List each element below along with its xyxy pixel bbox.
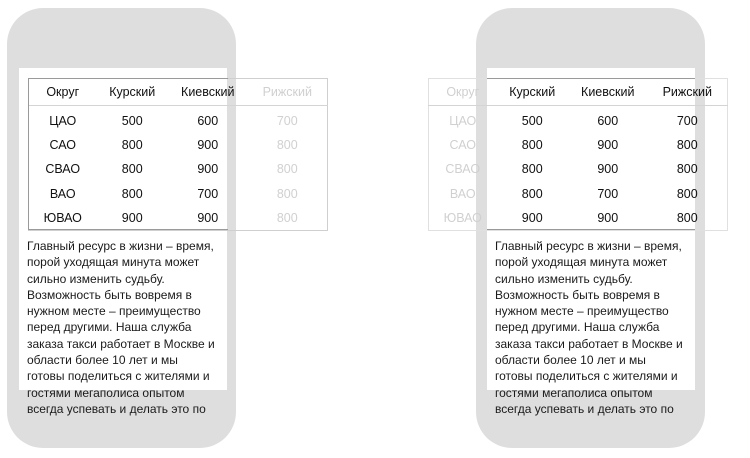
table-row: [29, 109, 328, 133]
price-table-left[interactable]: [28, 78, 328, 231]
header-okrug: Округ: [46, 85, 80, 99]
description-text-left: Главный ресурс в жизни – время, порой уходящая минута может сильно изменить судьбу. Возможность быть вовремя в нужном месте – преимущество перед другими. Наша служба заказа такси работает в Москве и области более 10 лет и мы готовы поделиться с жителями и гостями мегаполиса опытом всегда успевать и делать это по: [27, 239, 215, 416]
cell-price: 800: [121, 162, 143, 177]
cell-price: 500: [121, 114, 143, 129]
header-kursky: Курский: [509, 85, 556, 99]
cell-district: СВАО: [445, 162, 481, 177]
table-row: [429, 157, 728, 181]
cell-price: 800: [521, 186, 543, 201]
cell-price: 600: [597, 114, 619, 129]
cell-district: ЦАО: [449, 114, 477, 129]
cell-district: САО: [449, 138, 476, 153]
cell-district: САО: [49, 138, 76, 153]
cell-price: 900: [521, 210, 543, 225]
table-row: [429, 182, 728, 206]
description-text-right: Главный ресурс в жизни – время, порой уходящая минута может сильно изменить судьбу. Возможность быть вовремя в нужном месте – преимущество перед другими. Наша служба заказа такси работает в Москве и области более 10 лет и мы готовы поделиться с жителями и гостями мегаполиса опытом всегда успевать и делать это по: [495, 239, 683, 416]
cell-price: 500: [521, 114, 543, 129]
cell-price: 900: [197, 210, 219, 225]
cell-price: 900: [197, 162, 219, 177]
cell-district: ЮВАО: [43, 210, 82, 225]
cell-price: 700: [197, 186, 219, 201]
cell-price: 800: [521, 138, 543, 153]
header-kursky: Курский: [109, 85, 156, 99]
cell-district: ЮВАО: [443, 210, 482, 225]
price-table-right[interactable]: [428, 78, 728, 231]
header-rizhsky: Рижский: [262, 85, 312, 99]
table-row: [429, 133, 728, 157]
header-rizhsky: Рижский: [662, 85, 712, 99]
cell-district: ВАО: [49, 186, 76, 201]
header-okrug: Округ: [446, 85, 480, 99]
table-row: [429, 109, 728, 133]
cell-price: 700: [276, 114, 298, 129]
header-kievsky: Киевский: [581, 85, 635, 99]
cell-price: 900: [597, 138, 619, 153]
cell-price: 800: [276, 210, 298, 225]
cell-price: 900: [597, 162, 619, 177]
cell-price: 800: [276, 162, 298, 177]
cell-price: 700: [597, 186, 619, 201]
cell-price: 800: [676, 162, 698, 177]
cell-price: 800: [276, 138, 298, 153]
cell-district: СВАО: [45, 162, 81, 177]
cell-price: 800: [676, 186, 698, 201]
cell-price: 900: [597, 210, 619, 225]
cell-price: 600: [197, 114, 219, 129]
cell-price: 800: [121, 138, 143, 153]
cell-district: ЦАО: [49, 114, 77, 129]
table-row: [29, 157, 328, 181]
cell-price: 800: [676, 138, 698, 153]
cell-district: ВАО: [449, 186, 476, 201]
header-kievsky: Киевский: [181, 85, 235, 99]
table-header-row: [29, 79, 328, 106]
cell-price: 900: [121, 210, 143, 225]
cell-price: 700: [676, 114, 698, 129]
cell-price: 800: [676, 210, 698, 225]
table-row: [429, 206, 728, 231]
table-row: [29, 206, 328, 231]
cell-price: 800: [521, 162, 543, 177]
cell-price: 800: [121, 186, 143, 201]
cell-price: 900: [197, 138, 219, 153]
table-header-row: [429, 79, 728, 106]
cell-price: 800: [276, 186, 298, 201]
table-row: [29, 133, 328, 157]
table-row: [29, 182, 328, 206]
